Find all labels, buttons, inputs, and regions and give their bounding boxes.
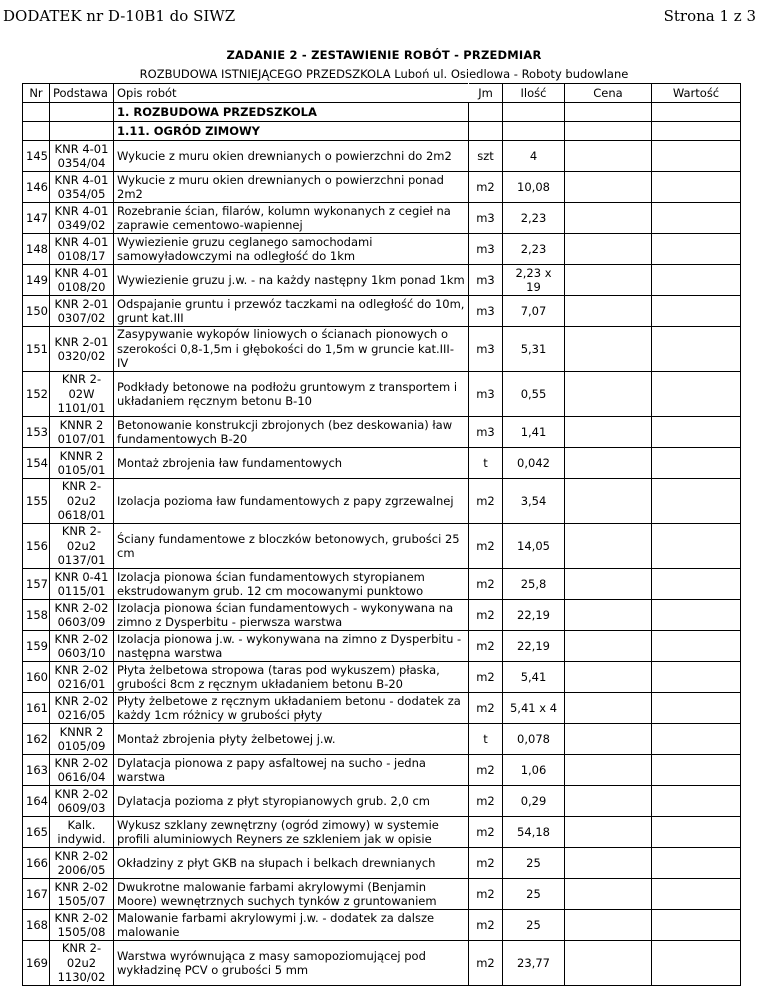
table-row bbox=[23, 600, 741, 631]
row-opis: Izolacja pionowa ścian fundamentowych - wykonywana na zimno z Dysperbitu - pierwsza warstwa bbox=[114, 600, 469, 631]
row-cena bbox=[565, 569, 652, 600]
row-jm: m2 bbox=[469, 172, 503, 203]
page-header-left: DODATEK nr D-10B1 do SIWZ bbox=[3, 7, 236, 25]
row-ilosc: 25 bbox=[503, 879, 565, 910]
row-wartosc bbox=[652, 203, 741, 234]
row-opis: Izolacja pionowa ścian fundamentowych styropianem ekstrudowanym grub. 12 cm mocowanymi punktowo bbox=[114, 569, 469, 600]
row-opis: Rozebranie ścian, filarów, kolumn wykonanych z cegieł na zaprawie cementowo-wapiennej bbox=[114, 203, 469, 234]
row-jm: m2 bbox=[469, 786, 503, 817]
row-cena bbox=[565, 448, 652, 479]
row-nr: 162 bbox=[23, 724, 50, 755]
section-row bbox=[23, 103, 741, 122]
row-wartosc bbox=[652, 724, 741, 755]
row-jm: m3 bbox=[469, 265, 503, 296]
table-row bbox=[23, 569, 741, 600]
row-nr: 160 bbox=[23, 662, 50, 693]
row-podstawa: KNR 2-01 0320/02 bbox=[50, 327, 114, 372]
header-wartosc: Wartość bbox=[652, 84, 741, 103]
row-wartosc bbox=[652, 524, 741, 569]
row-ilosc: 25,8 bbox=[503, 569, 565, 600]
row-ilosc: 0,078 bbox=[503, 724, 565, 755]
header-nr: Nr bbox=[23, 84, 50, 103]
table-header-row bbox=[23, 84, 741, 103]
row-jm: m3 bbox=[469, 234, 503, 265]
table-row bbox=[23, 631, 741, 662]
row-podstawa: KNR 4-01 0108/20 bbox=[50, 265, 114, 296]
row-wartosc bbox=[652, 327, 741, 372]
row-cena bbox=[565, 203, 652, 234]
row-wartosc bbox=[652, 234, 741, 265]
row-opis: Izolacja pozioma ław fundamentowych z papy zgrzewalnej bbox=[114, 479, 469, 524]
page-header-right: Strona 1 z 3 bbox=[663, 7, 756, 25]
row-jm: m2 bbox=[469, 755, 503, 786]
row-opis: Dylatacja pionowa z papy asfaltowej na sucho - jedna warstwa bbox=[114, 755, 469, 786]
table-row bbox=[23, 662, 741, 693]
table-row bbox=[23, 234, 741, 265]
row-ilosc: 0,042 bbox=[503, 448, 565, 479]
row-podstawa: KNR 2-02 1505/07 bbox=[50, 879, 114, 910]
row-ilosc: 7,07 bbox=[503, 296, 565, 327]
table-row bbox=[23, 203, 741, 234]
row-nr: 169 bbox=[23, 941, 50, 986]
row-ilosc: 10,08 bbox=[503, 172, 565, 203]
header-opis: Opis robót bbox=[114, 84, 469, 103]
row-opis: Ściany fundamentowe z bloczków betonowych, grubości 25 cm bbox=[114, 524, 469, 569]
row-podstawa: KNR 2- 02W 1101/01 bbox=[50, 372, 114, 417]
row-opis: Odspajanie gruntu i przewóz taczkami na odległość do 10m, grunt kat.III bbox=[114, 296, 469, 327]
table-row bbox=[23, 755, 741, 786]
bill-of-quantities-table bbox=[22, 83, 741, 986]
header-ilosc: Ilość bbox=[503, 84, 565, 103]
row-nr: 163 bbox=[23, 755, 50, 786]
row-podstawa: KNR 4-01 0354/04 bbox=[50, 141, 114, 172]
row-ilosc: 3,54 bbox=[503, 479, 565, 524]
row-cena bbox=[565, 172, 652, 203]
row-cena bbox=[565, 524, 652, 569]
table-row bbox=[23, 693, 741, 724]
table-row bbox=[23, 879, 741, 910]
row-cena bbox=[565, 479, 652, 524]
document-subtitle: ROZBUDOWA ISTNIEJĄCEGO PRZEDSZKOLA Luboń ul. Osiedlowa - Roboty budowlane bbox=[139, 67, 629, 81]
row-opis: Zasypywanie wykopów liniowych o ścianach pionowych o szerokości 0,8-1,5m i głębokości do 1,5m w gruncie kat.III-IV bbox=[114, 327, 469, 372]
row-opis: Wywiezienie gruzu j.w. - na każdy następny 1km ponad 1km bbox=[114, 265, 469, 296]
row-nr: 165 bbox=[23, 817, 50, 848]
row-nr: 146 bbox=[23, 172, 50, 203]
row-jm: m2 bbox=[469, 600, 503, 631]
row-jm: m3 bbox=[469, 203, 503, 234]
row-podstawa: KNR 4-01 0354/05 bbox=[50, 172, 114, 203]
row-opis: Wywiezienie gruzu ceglanego samochodami samowyładowczymi na odległość do 1km bbox=[114, 234, 469, 265]
row-opis: Płyta żelbetowa stropowa (taras pod wykuszem) płaska, grubości 8cm z ręcznym układaniem betonu B-20 bbox=[114, 662, 469, 693]
row-nr: 161 bbox=[23, 693, 50, 724]
row-jm: m2 bbox=[469, 479, 503, 524]
table-row bbox=[23, 848, 741, 879]
row-podstawa: Kalk. indywid. bbox=[50, 817, 114, 848]
table-row bbox=[23, 941, 741, 986]
section-row bbox=[23, 122, 741, 141]
row-wartosc bbox=[652, 479, 741, 524]
row-nr: 166 bbox=[23, 848, 50, 879]
row-nr: 151 bbox=[23, 327, 50, 372]
row-podstawa: KNR 4-01 0349/02 bbox=[50, 203, 114, 234]
row-ilosc: 2,23 bbox=[503, 234, 565, 265]
row-ilosc: 2,23 x 19 bbox=[503, 265, 565, 296]
row-wartosc bbox=[652, 600, 741, 631]
row-podstawa: KNR 4-01 0108/17 bbox=[50, 234, 114, 265]
section-title: 1. ROZBUDOWA PRZEDSZKOLA bbox=[114, 103, 469, 122]
row-wartosc bbox=[652, 662, 741, 693]
row-ilosc: 22,19 bbox=[503, 600, 565, 631]
row-nr: 145 bbox=[23, 141, 50, 172]
row-cena bbox=[565, 631, 652, 662]
row-jm: m2 bbox=[469, 569, 503, 600]
row-jm: m2 bbox=[469, 662, 503, 693]
row-podstawa: KNR 2-01 0307/02 bbox=[50, 296, 114, 327]
table-row bbox=[23, 524, 741, 569]
row-ilosc: 1,06 bbox=[503, 755, 565, 786]
row-wartosc bbox=[652, 265, 741, 296]
row-ilosc: 5,41 bbox=[503, 662, 565, 693]
row-jm: m2 bbox=[469, 879, 503, 910]
row-jm: m2 bbox=[469, 941, 503, 986]
row-cena bbox=[565, 234, 652, 265]
row-opis: Wykusz szklany zewnętrzny (ogród zimowy) w systemie profili aluminiowych Reyners ze szkleniem jak w opisie bbox=[114, 817, 469, 848]
section-title: 1.11. OGRÓD ZIMOWY bbox=[114, 122, 469, 141]
row-wartosc bbox=[652, 448, 741, 479]
row-jm: m3 bbox=[469, 296, 503, 327]
row-ilosc: 54,18 bbox=[503, 817, 565, 848]
row-podstawa: KNR 2-02 0603/09 bbox=[50, 600, 114, 631]
row-nr: 157 bbox=[23, 569, 50, 600]
row-podstawa: KNR 2-02 2006/05 bbox=[50, 848, 114, 879]
row-ilosc: 22,19 bbox=[503, 631, 565, 662]
row-podstawa: KNR 2- 02u2 0137/01 bbox=[50, 524, 114, 569]
row-jm: m2 bbox=[469, 524, 503, 569]
row-opis: Wykucie z muru okien drewnianych o powierzchni ponad 2m2 bbox=[114, 172, 469, 203]
row-cena bbox=[565, 910, 652, 941]
row-podstawa: KNR 2- 02u2 0618/01 bbox=[50, 479, 114, 524]
row-opis: Warstwa wyrównująca z masy samopoziomującej pod wykładzinę PCV o grubości 5 mm bbox=[114, 941, 469, 986]
row-nr: 148 bbox=[23, 234, 50, 265]
row-nr: 154 bbox=[23, 448, 50, 479]
row-opis: Dwukrotne malowanie farbami akrylowymi (Benjamin Moore) wewnętrznych suchych tynków z gruntowaniem bbox=[114, 879, 469, 910]
row-nr: 149 bbox=[23, 265, 50, 296]
table-row bbox=[23, 172, 741, 203]
row-nr: 159 bbox=[23, 631, 50, 662]
row-jm: szt bbox=[469, 141, 503, 172]
row-cena bbox=[565, 724, 652, 755]
row-opis: Malowanie farbami akrylowymi j.w. - dodatek za dalsze malowanie bbox=[114, 910, 469, 941]
header-podstawa: Podstawa bbox=[50, 84, 114, 103]
row-ilosc: 1,41 bbox=[503, 417, 565, 448]
row-cena bbox=[565, 786, 652, 817]
row-podstawa: KNR 2-02 0216/05 bbox=[50, 693, 114, 724]
row-wartosc bbox=[652, 941, 741, 986]
row-podstawa: KNNR 2 0107/01 bbox=[50, 417, 114, 448]
row-jm: t bbox=[469, 724, 503, 755]
row-nr: 150 bbox=[23, 296, 50, 327]
row-podstawa: KNR 2- 02u2 1130/02 bbox=[50, 941, 114, 986]
row-cena bbox=[565, 600, 652, 631]
row-cena bbox=[565, 296, 652, 327]
row-cena bbox=[565, 372, 652, 417]
row-jm: m2 bbox=[469, 631, 503, 662]
row-cena bbox=[565, 817, 652, 848]
row-wartosc bbox=[652, 817, 741, 848]
row-wartosc bbox=[652, 910, 741, 941]
row-ilosc: 5,31 bbox=[503, 327, 565, 372]
row-cena bbox=[565, 141, 652, 172]
row-podstawa: KNR 2-02 0616/04 bbox=[50, 755, 114, 786]
row-cena bbox=[565, 265, 652, 296]
row-nr: 164 bbox=[23, 786, 50, 817]
row-opis: Okładziny z płyt GKB na słupach i belkach drewnianych bbox=[114, 848, 469, 879]
row-nr: 155 bbox=[23, 479, 50, 524]
row-opis: Wykucie z muru okien drewnianych o powierzchni do 2m2 bbox=[114, 141, 469, 172]
row-wartosc bbox=[652, 879, 741, 910]
table-row bbox=[23, 786, 741, 817]
row-nr: 167 bbox=[23, 879, 50, 910]
row-podstawa: KNNR 2 0105/09 bbox=[50, 724, 114, 755]
table-row bbox=[23, 141, 741, 172]
row-wartosc bbox=[652, 141, 741, 172]
header-jm: Jm bbox=[469, 84, 503, 103]
row-opis: Dylatacja pozioma z płyt styropianowych grub. 2,0 cm bbox=[114, 786, 469, 817]
row-jm: m2 bbox=[469, 817, 503, 848]
table-row bbox=[23, 724, 741, 755]
row-jm: m3 bbox=[469, 327, 503, 372]
table-row bbox=[23, 417, 741, 448]
table-row bbox=[23, 817, 741, 848]
row-jm: m3 bbox=[469, 372, 503, 417]
row-cena bbox=[565, 327, 652, 372]
row-cena bbox=[565, 941, 652, 986]
row-wartosc bbox=[652, 296, 741, 327]
row-jm: t bbox=[469, 448, 503, 479]
row-wartosc bbox=[652, 172, 741, 203]
table-row bbox=[23, 910, 741, 941]
table-row bbox=[23, 479, 741, 524]
row-podstawa: KNR 2-02 0216/01 bbox=[50, 662, 114, 693]
header-cena: Cena bbox=[565, 84, 652, 103]
row-cena bbox=[565, 879, 652, 910]
table-row bbox=[23, 372, 741, 417]
row-wartosc bbox=[652, 631, 741, 662]
row-podstawa: KNR 2-02 0603/10 bbox=[50, 631, 114, 662]
row-opis: Montaż zbrojenia ław fundamentowych bbox=[114, 448, 469, 479]
row-nr: 152 bbox=[23, 372, 50, 417]
row-cena bbox=[565, 755, 652, 786]
row-podstawa: KNNR 2 0105/01 bbox=[50, 448, 114, 479]
row-cena bbox=[565, 662, 652, 693]
row-opis: Betonowanie konstrukcji zbrojonych (bez deskowania) ław fundamentowych B-20 bbox=[114, 417, 469, 448]
row-jm: m2 bbox=[469, 848, 503, 879]
row-jm: m2 bbox=[469, 693, 503, 724]
row-cena bbox=[565, 693, 652, 724]
row-jm: m2 bbox=[469, 910, 503, 941]
row-wartosc bbox=[652, 848, 741, 879]
row-cena bbox=[565, 848, 652, 879]
table-row bbox=[23, 448, 741, 479]
row-wartosc bbox=[652, 786, 741, 817]
row-ilosc: 23,77 bbox=[503, 941, 565, 986]
row-wartosc bbox=[652, 372, 741, 417]
row-ilosc: 14,05 bbox=[503, 524, 565, 569]
row-opis: Płyty żelbetowe z ręcznym układaniem betonu - dodatek za każdy 1cm różnicy w grubości płyty bbox=[114, 693, 469, 724]
row-ilosc: 5,41 x 4 bbox=[503, 693, 565, 724]
row-wartosc bbox=[652, 755, 741, 786]
row-wartosc bbox=[652, 693, 741, 724]
row-nr: 156 bbox=[23, 524, 50, 569]
table-row bbox=[23, 327, 741, 372]
row-ilosc: 0,55 bbox=[503, 372, 565, 417]
row-opis: Podkłady betonowe na podłożu gruntowym z transportem i układaniem ręcznym betonu B-10 bbox=[114, 372, 469, 417]
row-podstawa: KNR 0-41 0115/01 bbox=[50, 569, 114, 600]
row-nr: 147 bbox=[23, 203, 50, 234]
row-opis: Izolacja pionowa j.w. - wykonywana na zimno z Dysperbitu - następna warstwa bbox=[114, 631, 469, 662]
row-wartosc bbox=[652, 569, 741, 600]
row-podstawa: KNR 2-02 1505/08 bbox=[50, 910, 114, 941]
row-ilosc: 2,23 bbox=[503, 203, 565, 234]
table-row bbox=[23, 265, 741, 296]
row-wartosc bbox=[652, 417, 741, 448]
row-jm: m3 bbox=[469, 417, 503, 448]
document-title: ZADANIE 2 - ZESTAWIENIE ROBÓT - PRZEDMIAR bbox=[226, 48, 542, 62]
row-cena bbox=[565, 417, 652, 448]
row-ilosc: 4 bbox=[503, 141, 565, 172]
row-ilosc: 25 bbox=[503, 910, 565, 941]
row-nr: 168 bbox=[23, 910, 50, 941]
row-nr: 158 bbox=[23, 600, 50, 631]
row-podstawa: KNR 2-02 0609/03 bbox=[50, 786, 114, 817]
table-row bbox=[23, 296, 741, 327]
row-ilosc: 25 bbox=[503, 848, 565, 879]
row-opis: Montaż zbrojenia płyty żelbetowej j.w. bbox=[114, 724, 469, 755]
row-ilosc: 0,29 bbox=[503, 786, 565, 817]
row-nr: 153 bbox=[23, 417, 50, 448]
